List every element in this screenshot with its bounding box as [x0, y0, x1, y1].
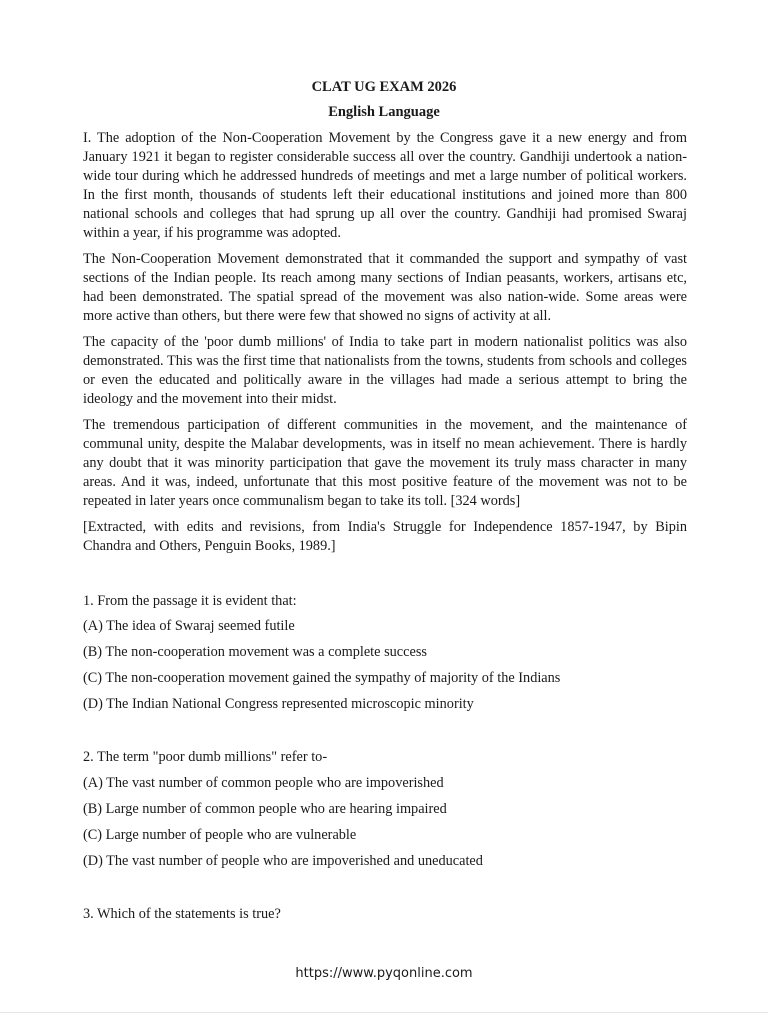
question-3-stem: 3. Which of the statements is true?: [83, 906, 281, 922]
passage-paragraph: I. The adoption of the Non-Cooperation Movement by the Congress gave it a new energy and from January 1921 it began to register considerable success all over the country. Gandhiji undertook a nation-wide tour during which he addressed hundreds of meetings and met a large number of political workers. In the first month, thousands of students left their educational institutions and joined more than 800 national schools and colleges that had sprung up all over the country. Gandhiji had promised Swaraj within a year, if his programme was adopted.: [83, 130, 687, 241]
question-1-stem: 1. From the passage it is evident that:: [83, 593, 297, 609]
question-2-option-b: (B) Large number of common people who are hearing impaired: [83, 801, 447, 817]
question-2-stem: 2. The term "poor dumb millions" refer to-: [83, 749, 328, 765]
passage-paragraph: The Non-Cooperation Movement demonstrated that it commanded the support and sympathy of vast sections of the Indian people. Its reach among many sections of Indian peasants, workers, artisans etc, had been demonstrated. The spatial spread of the movement was also nation-wide. Some areas were more active than others, but there were few that showed no signs of activity at all.: [83, 251, 687, 324]
reading-passage: [83, 129, 687, 563]
question-1-option-d: (D) The Indian National Congress represented microscopic minority: [83, 696, 474, 712]
passage-source: [Extracted, with edits and revisions, from India's Struggle for Independence 1857-1947, by Bipin Chandra and Others, Penguin Books, 1989.]: [83, 519, 687, 554]
question-1-option-b: (B) The non-cooperation movement was a complete success: [83, 644, 427, 660]
page-divider: [0, 1012, 768, 1013]
question-2-option-c: (C) Large number of people who are vulnerable: [83, 827, 357, 843]
passage-paragraph: The capacity of the 'poor dumb millions' of India to take part in modern nationalist politics was also demonstrated. This was the first time that nationalists from the towns, students from schools and colleges or even the educated and politically aware in the villages had made a serious attempt to bring the ideology and the movement into their midst.: [83, 334, 687, 407]
passage-paragraph: The tremendous participation of different communities in the movement, and the maintenance of communal unity, despite the Malabar developments, was in itself no mean achievement. There is hardly any doubt that it was minority participation that gave the movement its truly mass character in many areas. And it was, indeed, unfortunate that this most positive feature of the movement was not to be repeated in later years once communalism began to take its toll. [324 words]: [83, 417, 687, 509]
question-1-option-a: (A) The idea of Swaraj seemed futile: [83, 618, 295, 634]
question-1-option-c: (C) The non-cooperation movement gained the sympathy of majority of the Indians: [83, 670, 561, 686]
question-2-option-d: (D) The vast number of people who are impoverished and uneducated: [83, 853, 483, 869]
exam-title: CLAT UG EXAM 2026: [311, 79, 457, 95]
question-2-option-a: (A) The vast number of common people who are impoverished: [83, 775, 444, 791]
section-title: English Language: [328, 104, 440, 120]
footer-url: https://www.pyqonline.com: [295, 966, 473, 981]
